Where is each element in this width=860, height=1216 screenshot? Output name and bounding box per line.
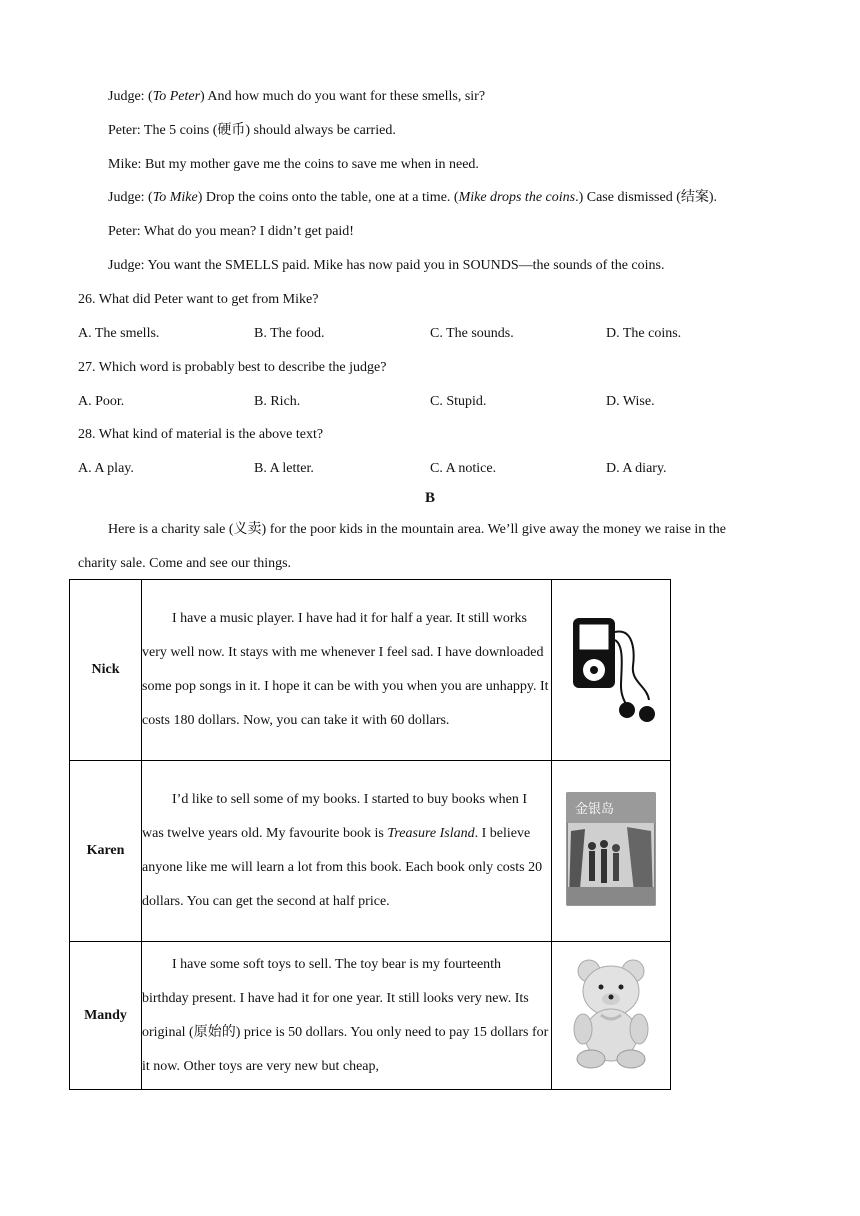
intro-line-1: Here is a charity sale (义卖) for the poor kids in the mountain area. We’ll give away the money we raise in the <box>108 522 726 537</box>
table-row <box>70 942 671 1090</box>
option-28-b: B. A letter. <box>254 461 314 476</box>
option-26-d: D. The coins. <box>606 326 682 341</box>
question-26: 26. What did Peter want to get from Mike? <box>78 292 319 307</box>
dialogue-line-3: Mike: But my mother gave me the coins to save me when in need. <box>108 157 479 172</box>
intro-line-2: charity sale. Come and see our things. <box>78 556 292 571</box>
option-28-d: D. A diary. <box>606 461 667 476</box>
option-26-b: B. The food. <box>254 326 325 341</box>
item-description: I’d like to sell some of my books. I started to buy books when I was twelve years old. My favourite book is Treasure Island. I believe anyone like me will learn a lot from this book. Each book only costs 20 dollars. You can get the second at half price. <box>142 761 552 942</box>
option-28-a: A. A play. <box>78 461 134 476</box>
table-row <box>70 580 671 761</box>
dialogue-line-2: Peter: The 5 coins (硬币) should always be carried. <box>108 123 396 138</box>
dialogue-line-1: Judge: (To Peter) And how much do you want for these smells, sir? <box>108 89 486 104</box>
option-26-c: C. The sounds. <box>430 326 514 341</box>
seller-name: Karen <box>70 761 142 942</box>
item-description: I have some soft toys to sell. The toy bear is my fourteenth birthday present. I have had it for one year. It still looks very new. Its original (原始的) price is 50 dollars. You only need to pay 15 dollars for it now. Other toys are very new but cheap, <box>142 942 552 1090</box>
dialogue-line-4: Judge: (To Mike) Drop the coins onto the table, one at a time. (Mike drops the coins.) Case dismissed (结案). <box>108 190 718 205</box>
option-27-b: B. Rich. <box>254 394 301 409</box>
music-player-image <box>552 580 671 761</box>
option-28-c: C. A notice. <box>430 461 497 476</box>
charity-sale-table <box>69 579 671 1090</box>
seller-name: Nick <box>70 580 142 761</box>
teddy-bear-image <box>552 942 671 1090</box>
question-28: 28. What kind of material is the above text? <box>78 427 324 442</box>
item-description: I have a music player. I have had it for half a year. It still works very well now. It stays with me whenever I feel sad. I have downloaded some pop songs in it. I hope it can be with you when you are unhappy. It costs 180 dollars. Now, you can take it with 60 dollars. <box>142 580 552 761</box>
book-title: 金银岛 <box>575 801 615 817</box>
question-27: 27. Which word is probably best to describe the judge? <box>78 360 387 375</box>
option-27-c: C. Stupid. <box>430 394 487 409</box>
dialogue-line-5: Peter: What do you mean? I didn’t get paid! <box>108 224 354 239</box>
option-27-d: D. Wise. <box>606 394 655 409</box>
option-27-a: A. Poor. <box>78 394 125 409</box>
seller-name: Mandy <box>70 942 142 1090</box>
option-26-a: A. The smells. <box>78 326 160 341</box>
section-heading: B <box>424 490 435 506</box>
book-cover-image <box>552 761 671 942</box>
table-row <box>70 761 671 942</box>
dialogue-line-6: Judge: You want the SMELLS paid. Mike has now paid you in SOUNDS—the sounds of the coins. <box>108 258 665 273</box>
